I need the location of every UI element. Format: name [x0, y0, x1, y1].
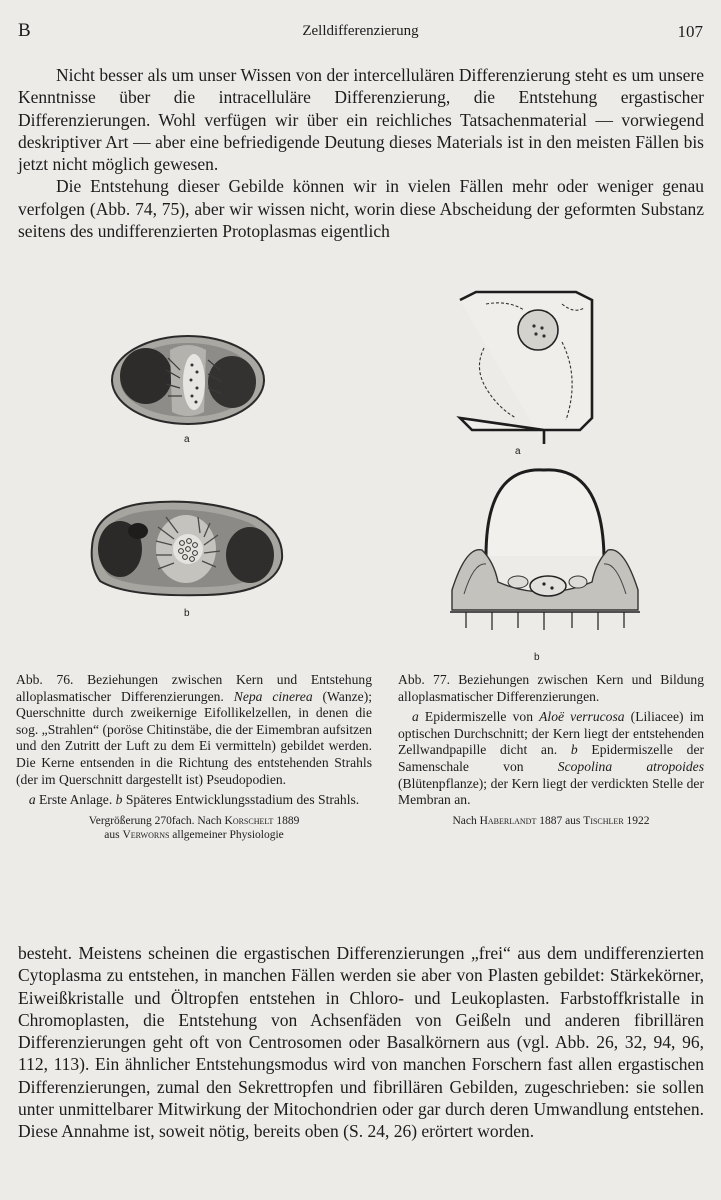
source-author: Verworns — [122, 828, 170, 841]
caption-text: Abb. 76. Beziehungen zwischen Kern und Entstehung alloplasmatischer Differenzierungen. — [16, 672, 372, 704]
figure-76a-illustration — [108, 330, 268, 430]
caption-text: (Wanze); Querschnitte durch zweikernige Eifollikelzellen, in denen die sog. „Strahlen“ (poröse Chitinstäbe, die der Eimembran aufsitzen und den Zutritt der Luft zu dem Ei vermitteln) gebildet werden. Die Kerne entsenden in die Richtung des entstehenden Strahls (der im Querschnitt dargestellt ist) Pseudopodien. — [16, 688, 373, 787]
running-title: Zelldifferenzierung — [302, 23, 419, 39]
source-text: allgemeiner Physiologie — [169, 828, 284, 841]
sub-figure-mark: a — [28, 792, 36, 808]
source-text: Vergrößerung 270fach. Nach — [88, 814, 225, 827]
figure-77a-illustration — [456, 288, 596, 446]
body-text-bottom — [18, 942, 704, 1143]
sub-figure-mark: a — [412, 709, 419, 725]
caption-text: Erste Anlage. — [35, 792, 116, 808]
source-text: Nach — [452, 814, 480, 827]
figure-76b-label: b — [184, 608, 190, 619]
page-header — [18, 20, 703, 44]
section-letter: B — [18, 20, 31, 41]
sub-figure-mark: b — [115, 792, 123, 808]
figure-77b-illustration — [446, 466, 642, 638]
species-name: Nepa cinerea — [233, 688, 313, 704]
species-name: Scopolina atropoides — [557, 758, 704, 774]
paragraph: Die Entstehung dieser Gebilde können wir in vielen Fällen mehr oder weniger genau verfolgen (Abb. 74, 75), aber wir wissen nicht, worin diese Abscheidung der geformten Substanz seitens des undifferenzierten Protoplasmas eigentlich — [18, 176, 704, 242]
caption-text: (Liliacee) im optischen Durchschnitt; der Kern liegt der entstehenden Zellwandpapille dicht an. — [398, 709, 704, 758]
species-name: Aloë verrucosa — [539, 709, 625, 725]
source-text: 1889 — [273, 814, 300, 827]
caption-text: Späteres Entwicklungsstadium des Strahls. — [122, 792, 360, 808]
figure-77a-label: a — [515, 446, 521, 457]
sub-figure-mark: b — [570, 742, 578, 758]
page-number: 107 — [677, 22, 703, 41]
caption-text: (Blütenpflanze); der Kern liegt der verdickten Stelle der Membran an. — [398, 775, 704, 808]
caption-text: Epidermiszelle der Samenschale von — [398, 742, 705, 774]
source-text: 1922 — [623, 814, 650, 827]
body-text-top — [18, 64, 704, 242]
figure-76-caption — [16, 672, 372, 842]
source-author: Haberlandt — [479, 814, 537, 827]
caption-text: Abb. 77. Beziehungen zwischen Kern und Bildung alloplasmatischer Differenzierungen. — [398, 672, 704, 704]
figure-77-caption — [398, 672, 704, 828]
paragraph: Nicht besser als um unser Wissen von der intercellulären Differenzierung steht es um unsere Kenntnisse über die intracelluläre Differenzierung, die Entstehung ergastischer Differenzierungen. Wohl verfügen wir über ein reichliches Tatsachenmaterial — vorwiegend deskriptiver Art — aber eine befriedigende Deutung dieses Materials ist in den meisten Fällen bis jetzt nicht möglich gewesen. — [18, 65, 704, 175]
source-author: Korschelt — [224, 814, 274, 827]
source-author: Tischler — [583, 814, 624, 827]
caption-text: Epidermiszelle von — [418, 709, 540, 725]
source-text: 1887 aus — [536, 814, 584, 827]
figure-77b-label: b — [534, 652, 540, 663]
paragraph: besteht. Meistens scheinen die ergastischen Differenzierungen „frei“ aus dem undifferenzierten Cytoplasma zu entstehen, in manchen Fällen werden sie aber von Plasten gebildet: Stärkekörner, Eiweißkristalle und Öltropfen entstehen in Chloro- und Leukoplasten. Farbstoffkristalle in Chromoplasten, die Entstehung von Achsenfäden von Geißeln und anderen fibrillären Differenzierungen geht oft von Centrosomen oder Basalkörnern aus (vgl. Abb. 26, 32, 94, 96, 112, 113). Ein ähnlicher Entstehungsmodus wird von manchen Forschern fast allen ergastischen Differenzierungen, zumal den Sekrettropfen und fibrillären Gebilden, zugeschrieben: sie sollen unter unmittelbarer Mitwirkung der Mitochondrien oder gar durch deren Umwandlung entstehen. Diese Annahme ist, soweit nötig, bereits oben (S. 24, 26) erörtert worden. — [18, 943, 704, 1142]
figure-76b-illustration — [86, 495, 288, 600]
source-text: aus — [104, 828, 123, 841]
figure-76a-label: a — [184, 434, 190, 445]
